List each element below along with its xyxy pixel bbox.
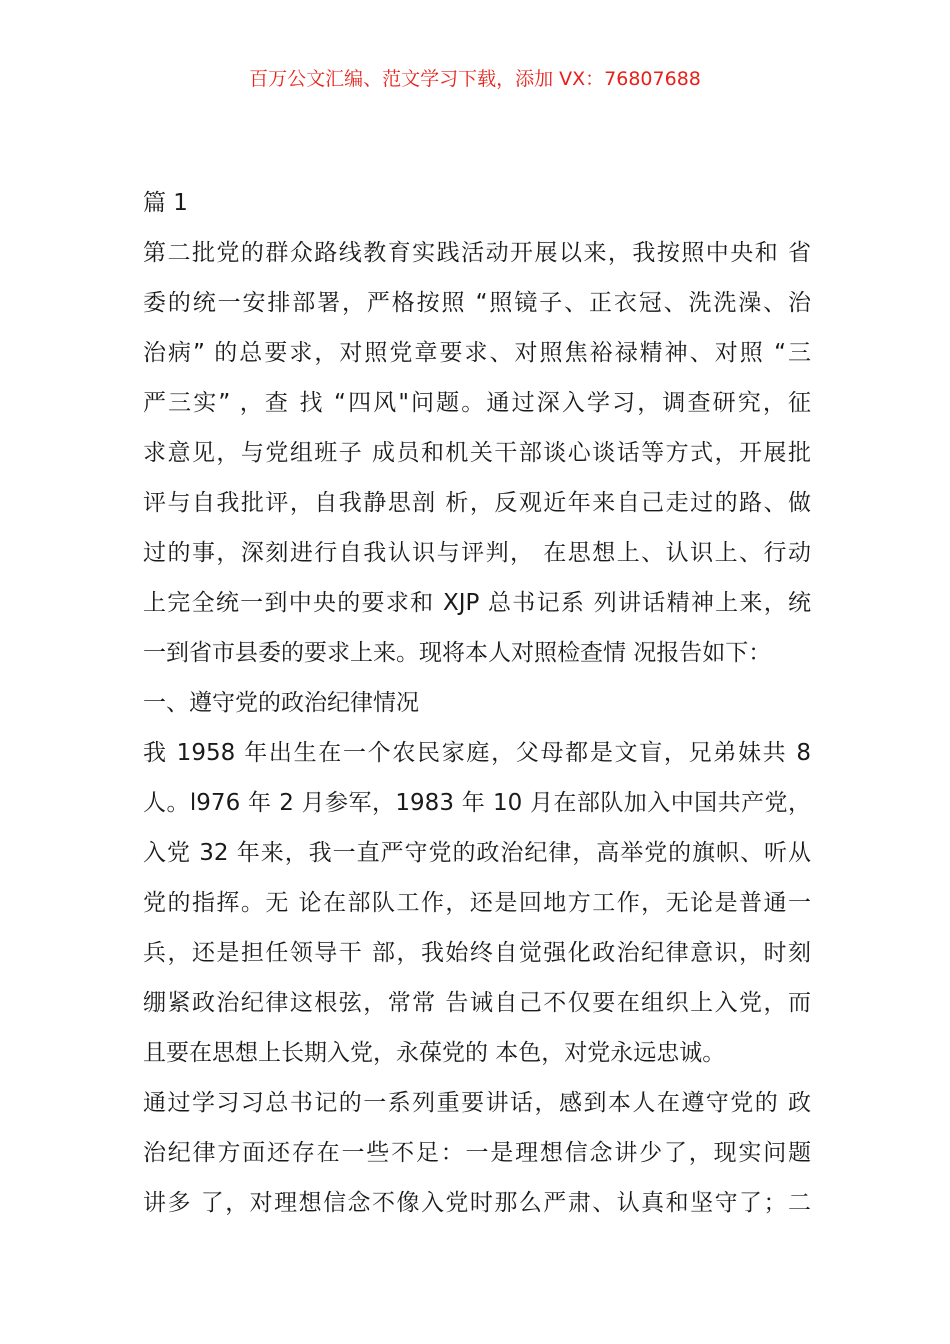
- paragraph-line: 评与自我批评，自我静思剖 析，反观近年来自己走过的路、做: [143, 490, 811, 516]
- paragraph-line: 一到省市县委的要求上来。现将本人对照检查情 况报告如下：: [143, 640, 772, 666]
- paragraph-line: 我 1958 年出生在一个农民家庭，父母都是文盲，兄弟妹共 8: [143, 740, 811, 766]
- paragraph-line: 治纪律方面还存在一些不足：一是理想信念讲少了，现实问题: [143, 1140, 811, 1166]
- paragraph-line: 入党 32 年来，我一直严守党的政治纪律，高举党的旗帜、听从: [143, 840, 811, 866]
- paragraph-line: 党的指挥。无 论在部队工作，还是回地方工作，无论是普通一: [143, 890, 811, 916]
- paragraph-line: 上完全统一到中央的要求和 XJP 总书记系 列讲话精神上来，统: [143, 590, 811, 616]
- paragraph-line: 求意见，与党组班子 成员和机关干部谈心谈话等方式，开展批: [143, 440, 811, 466]
- paragraph-line: 绷紧政治纪律这根弦，常常 告诫自己不仅要在组织上入党，而: [143, 990, 811, 1016]
- paragraph-line: 严三实” ，查 找 “四风"问题。通过深入学习，调查研究，征: [143, 390, 811, 416]
- paragraph-line: 且要在思想上长期入党，永葆党的 本色，对党永远忠诚。: [143, 1040, 726, 1066]
- paragraph-line: 通过学习习总书记的一系列重要讲话，感到本人在遵守党的 政: [143, 1090, 811, 1116]
- paragraph-line: 过的事，深刻进行自我认识与评判， 在思想上、认识上、行动: [143, 540, 811, 566]
- paragraph-line: 委的统一安排部署，严格按照 “照镜子、正衣冠、洗洗澡、治: [143, 290, 811, 316]
- intro-paragraph: [143, 228, 811, 678]
- paragraph-line: 讲多 了，对理想信念不像入党时那么严肃、认真和坚守了；二: [143, 1190, 811, 1216]
- paragraph-line: 人。l976 年 2 月参军，1983 年 10 月在部队加入中国共产党，: [143, 790, 811, 816]
- watermark-header: 百万公文汇编、范文学习下载，添加 VX：76807688: [249, 68, 701, 90]
- section-heading: 一、遵守党的政治纪律情况: [143, 690, 419, 716]
- paragraph-line: 治病” 的总要求，对照党章要求、对照焦裕禄精神、对照 “三: [143, 340, 811, 366]
- section1-paragraph-1: [143, 728, 811, 1078]
- chapter-title: 篇 1: [143, 190, 188, 216]
- paragraph-line: 第二批党的群众路线教育实践活动开展以来，我按照中央和 省: [143, 240, 811, 266]
- paragraph-line: 兵，还是担任领导干 部，我始终自觉强化政治纪律意识，时刻: [143, 940, 811, 966]
- section1-paragraph-2: [143, 1078, 811, 1228]
- document-body: [143, 178, 811, 1228]
